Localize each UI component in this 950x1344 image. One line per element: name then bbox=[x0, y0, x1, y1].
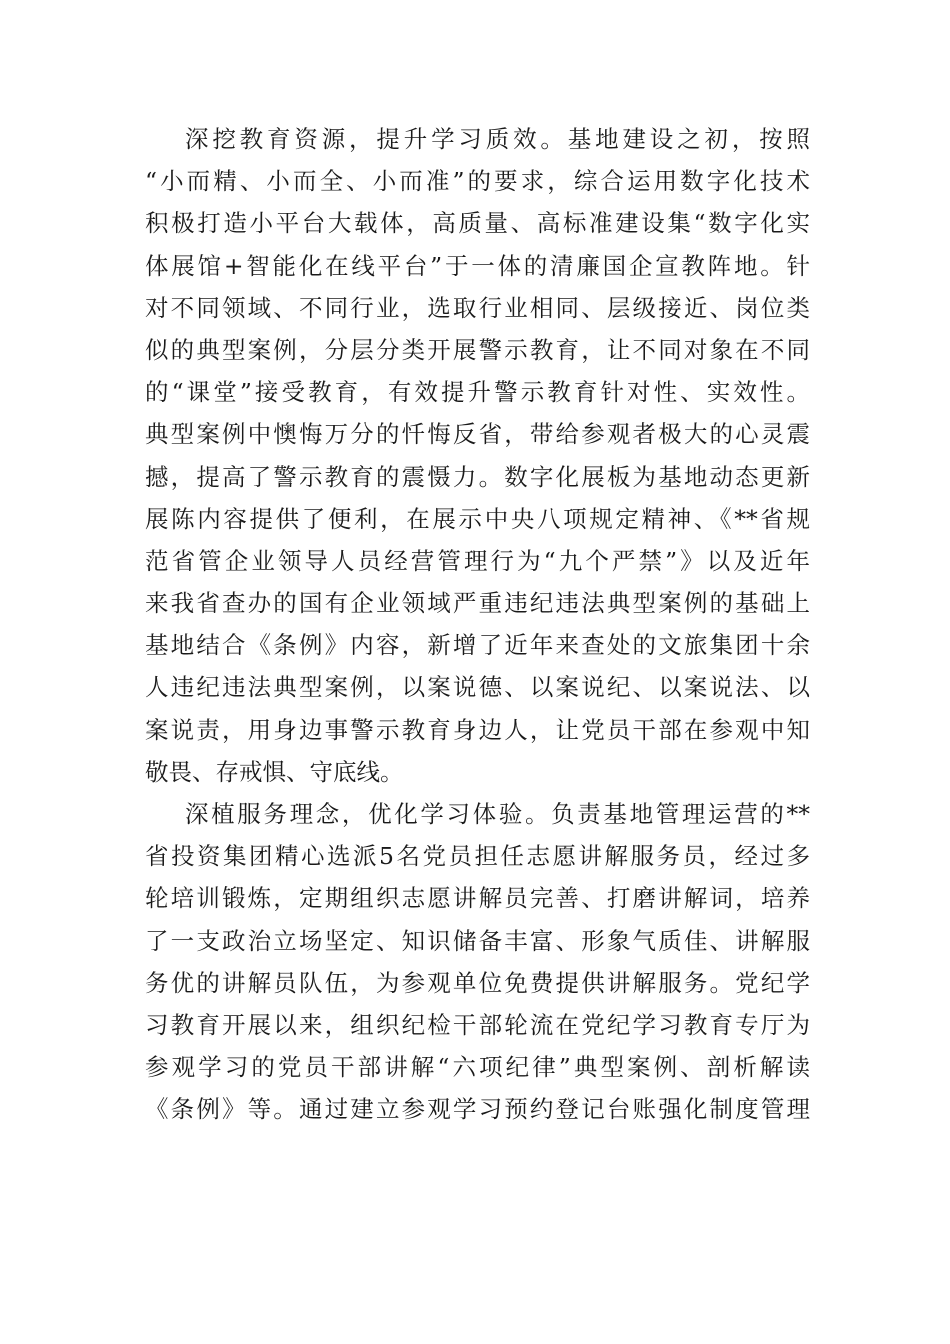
paragraph-2-line-7: 参观学习的党员干部讲解“六项纪律”典型案例、剖析解读 bbox=[145, 1053, 810, 1082]
paragraph-1-line-3: 积极打造小平台大载体，高质量、高标准建设集“数字化实 bbox=[145, 209, 810, 238]
paragraph-1-line-12: 来我省查办的国有企业领域严重违纪违法典型案例的基础上 bbox=[145, 589, 810, 618]
paragraph-2-line-1: 深植服务理念，优化学习体验。负责基地管理运营的** bbox=[185, 800, 810, 828]
paragraph-1-line-11: 范省管企业领导人员经营管理行为“九个严禁”》以及近年 bbox=[145, 546, 810, 575]
paragraph-2-line-2: 省投资集团精心选派5名党员担任志愿讲解服务员，经过多 bbox=[145, 842, 810, 871]
paragraph-1-line-16: 敬畏、存戒惧、守底线。 bbox=[145, 757, 404, 786]
paragraph-1-line-10: 展陈内容提供了便利，在展示中央八项规定精神、《**省规 bbox=[145, 504, 810, 533]
paragraph-1-line-14: 人违纪违法典型案例，以案说德、以案说纪、以案说法、以 bbox=[145, 673, 810, 702]
paragraph-1-line-15: 案说责，用身边事警示教育身边人，让党员干部在参观中知 bbox=[145, 715, 810, 744]
paragraph-1-line-13: 基地结合《条例》内容，新增了近年来查处的文旅集团十余 bbox=[145, 631, 810, 660]
paragraph-1-line-6: 似的典型案例，分层分类开展警示教育，让不同对象在不同 bbox=[145, 335, 810, 364]
paragraph-1-line-9: 撼，提高了警示教育的震慑力。数字化展板为基地动态更新 bbox=[145, 462, 810, 491]
paragraph-2-line-3: 轮培训锻炼，定期组织志愿讲解员完善、打磨讲解词，培养 bbox=[145, 884, 810, 913]
document-body bbox=[145, 118, 810, 1131]
paragraph-2-line-6: 习教育开展以来，组织纪检干部轮流在党纪学习教育专厅为 bbox=[145, 1010, 810, 1039]
paragraph-2-line-5: 务优的讲解员队伍，为参观单位免费提供讲解服务。党纪学 bbox=[145, 968, 810, 997]
paragraph-1-line-5: 对不同领域、不同行业，选取行业相同、层级接近、岗位类 bbox=[145, 293, 810, 322]
paragraph-1-line-8: 典型案例中懊悔万分的忏悔反省，带给参观者极大的心灵震 bbox=[145, 420, 810, 449]
paragraph-2-line-8: 《条例》等。通过建立参观学习预约登记台账强化制度管理 bbox=[145, 1095, 810, 1124]
paragraph-1-line-7: 的“课堂”接受教育，有效提升警示教育针对性、实效性。 bbox=[145, 378, 810, 407]
paragraph-1-line-4: 体展馆+智能化在线平台”于一体的清廉国企宣教阵地。针 bbox=[145, 251, 810, 280]
paragraph-1-line-1: 深挖教育资源，提升学习质效。基地建设之初，按照 bbox=[185, 125, 810, 153]
paragraph-1-line-2: “小而精、小而全、小而准”的要求，综合运用数字化技术 bbox=[145, 167, 810, 196]
paragraph-2-line-4: 了一支政治立场坚定、知识储备丰富、形象气质佳、讲解服 bbox=[145, 926, 810, 955]
